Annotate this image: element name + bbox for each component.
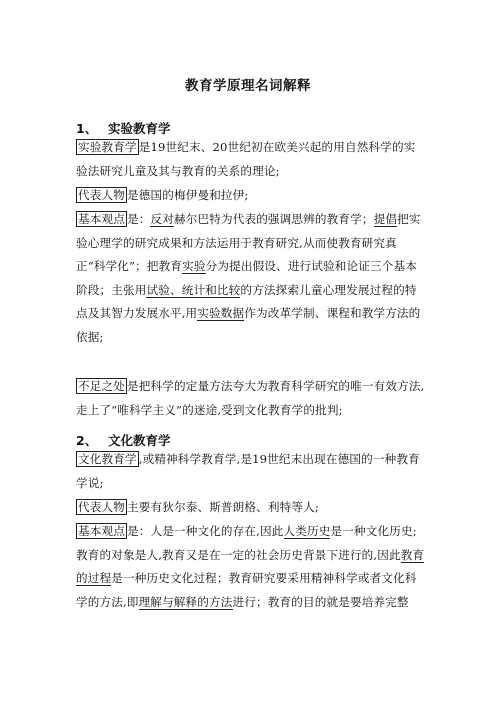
view-text: 作为改革学制、课程和教学方法的依据; <box>76 306 421 344</box>
underlined-phrase: 人类历史 <box>283 524 331 538</box>
underlined-phrase: 实验 <box>182 259 206 274</box>
term-box: 文化教育学 <box>78 452 137 466</box>
document-title: 教育学原理名词解释 <box>185 78 311 94</box>
underlined-phrase: 试验、统计和比较 <box>146 282 241 297</box>
view-text: 把实验心理学的研究成果和方法运用于教育研究,从而使教育研究真正“科学化”；把教育 <box>76 212 421 274</box>
section-2-heading <box>76 431 171 449</box>
weakness-text: 是把科学的定量方法夸大为教育科学研究的唯一有效方法,走上了“唯科学主义”的迷途,受到文化教育学的批判; <box>76 379 425 417</box>
term-box: 代表人物 <box>78 500 125 514</box>
underlined-phrase: 教育的过程 <box>76 547 425 586</box>
definition-text: 是19世纪末、20世纪初在欧美兴起的用自然科学的实验法研究儿童及其与教育的关系的理论; <box>76 140 416 178</box>
view-text: 是： <box>126 212 151 226</box>
section-2-number: 2、 <box>76 433 98 448</box>
term-box: 代表人物 <box>78 188 125 202</box>
section-1-people <box>76 184 426 208</box>
view-text: 是一种历史文化过程；教育研究要采用精神科学或者文化科学的方法,即 <box>76 571 417 609</box>
view-text: 进行；教育的目的就是要培养完整 <box>232 594 409 609</box>
underlined-phrase: 反对 <box>150 212 174 226</box>
definition-text: ,或精神科学教育学,是19世纪末出现在德国的一种教育学说; <box>76 452 420 490</box>
term-box: 不足之处 <box>78 379 125 393</box>
section-2-people <box>76 496 426 520</box>
view-text: 赫尔巴特为代表的强调思辨的教育学； <box>173 212 374 226</box>
section-1-weakness <box>76 375 426 422</box>
section-2-viewpoints <box>76 520 426 614</box>
view-text: 是一种文化历史;教育的对象是人,教育又是在一定的社会历史背景下进行的,因此 <box>76 524 417 562</box>
term-box: 基本观点 <box>78 524 125 538</box>
section-2-definition <box>76 448 426 495</box>
underlined-phrase: 理解与解释的方法 <box>138 594 233 609</box>
underlined-phrase: 实验数据 <box>197 306 245 321</box>
view-text: 分为提出假设、进行试验和论证三个基本阶段；主张用 <box>76 259 417 297</box>
term-box: 基本观点 <box>78 212 125 226</box>
section-1-number: 1、 <box>76 121 98 136</box>
section-2-title: 文化教育学 <box>108 433 171 448</box>
section-1-definition <box>76 136 426 183</box>
section-1-title: 实验教育学 <box>108 121 171 136</box>
people-text: 主要有狄尔泰、斯普朗格、利特等人; <box>126 500 319 514</box>
underlined-phrase: 提倡 <box>373 212 398 226</box>
term-box: 实验教育学 <box>78 140 137 154</box>
section-1-heading <box>76 119 171 137</box>
people-text: 是德国的梅伊曼和拉伊; <box>126 188 249 202</box>
view-text: 的方法探索儿童心理发展过程的特点及其智力发展水平,用 <box>76 282 417 321</box>
view-text: 是：人是一种文化的存在,因此 <box>126 524 284 538</box>
section-1-viewpoints <box>76 208 426 350</box>
